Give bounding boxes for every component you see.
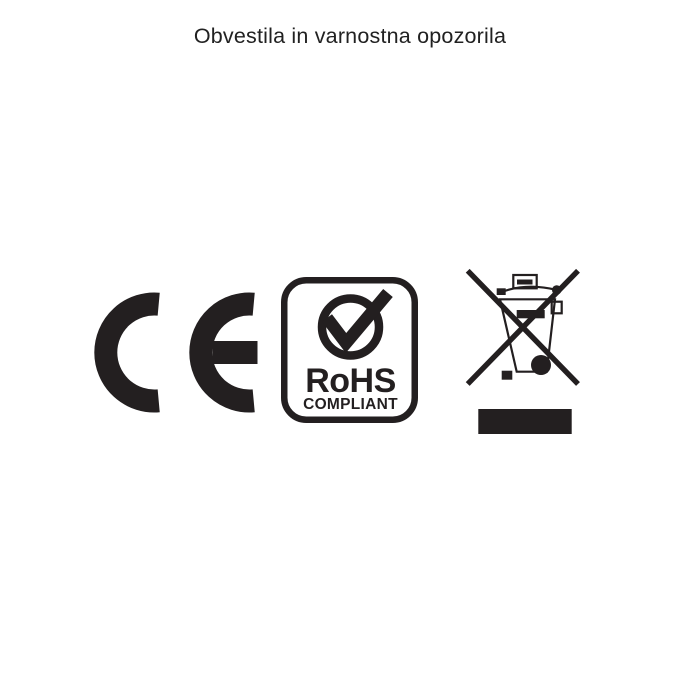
bin-lid-left-nub — [497, 288, 506, 295]
rohs-badge-icon — [281, 277, 418, 423]
ce-letter-e-bar — [213, 341, 258, 364]
bin-lid-knob — [552, 285, 561, 294]
weee-bin-icon — [465, 266, 585, 438]
bin-wheel — [531, 355, 551, 375]
ce-mark-icon — [92, 291, 258, 414]
page-title: Obvestila in varnostna opozorila — [193, 24, 507, 48]
ce-letter-c — [106, 304, 159, 401]
bin-foot — [502, 371, 513, 380]
rohs-subtitle-text: COMPLIANT — [303, 396, 398, 413]
bin-body-bar — [517, 310, 545, 318]
rohs-title-text: RoHS — [305, 362, 396, 400]
bin-lid-handle-inner — [517, 280, 533, 285]
bin-lid — [498, 287, 556, 294]
weee-black-bar — [478, 409, 571, 434]
